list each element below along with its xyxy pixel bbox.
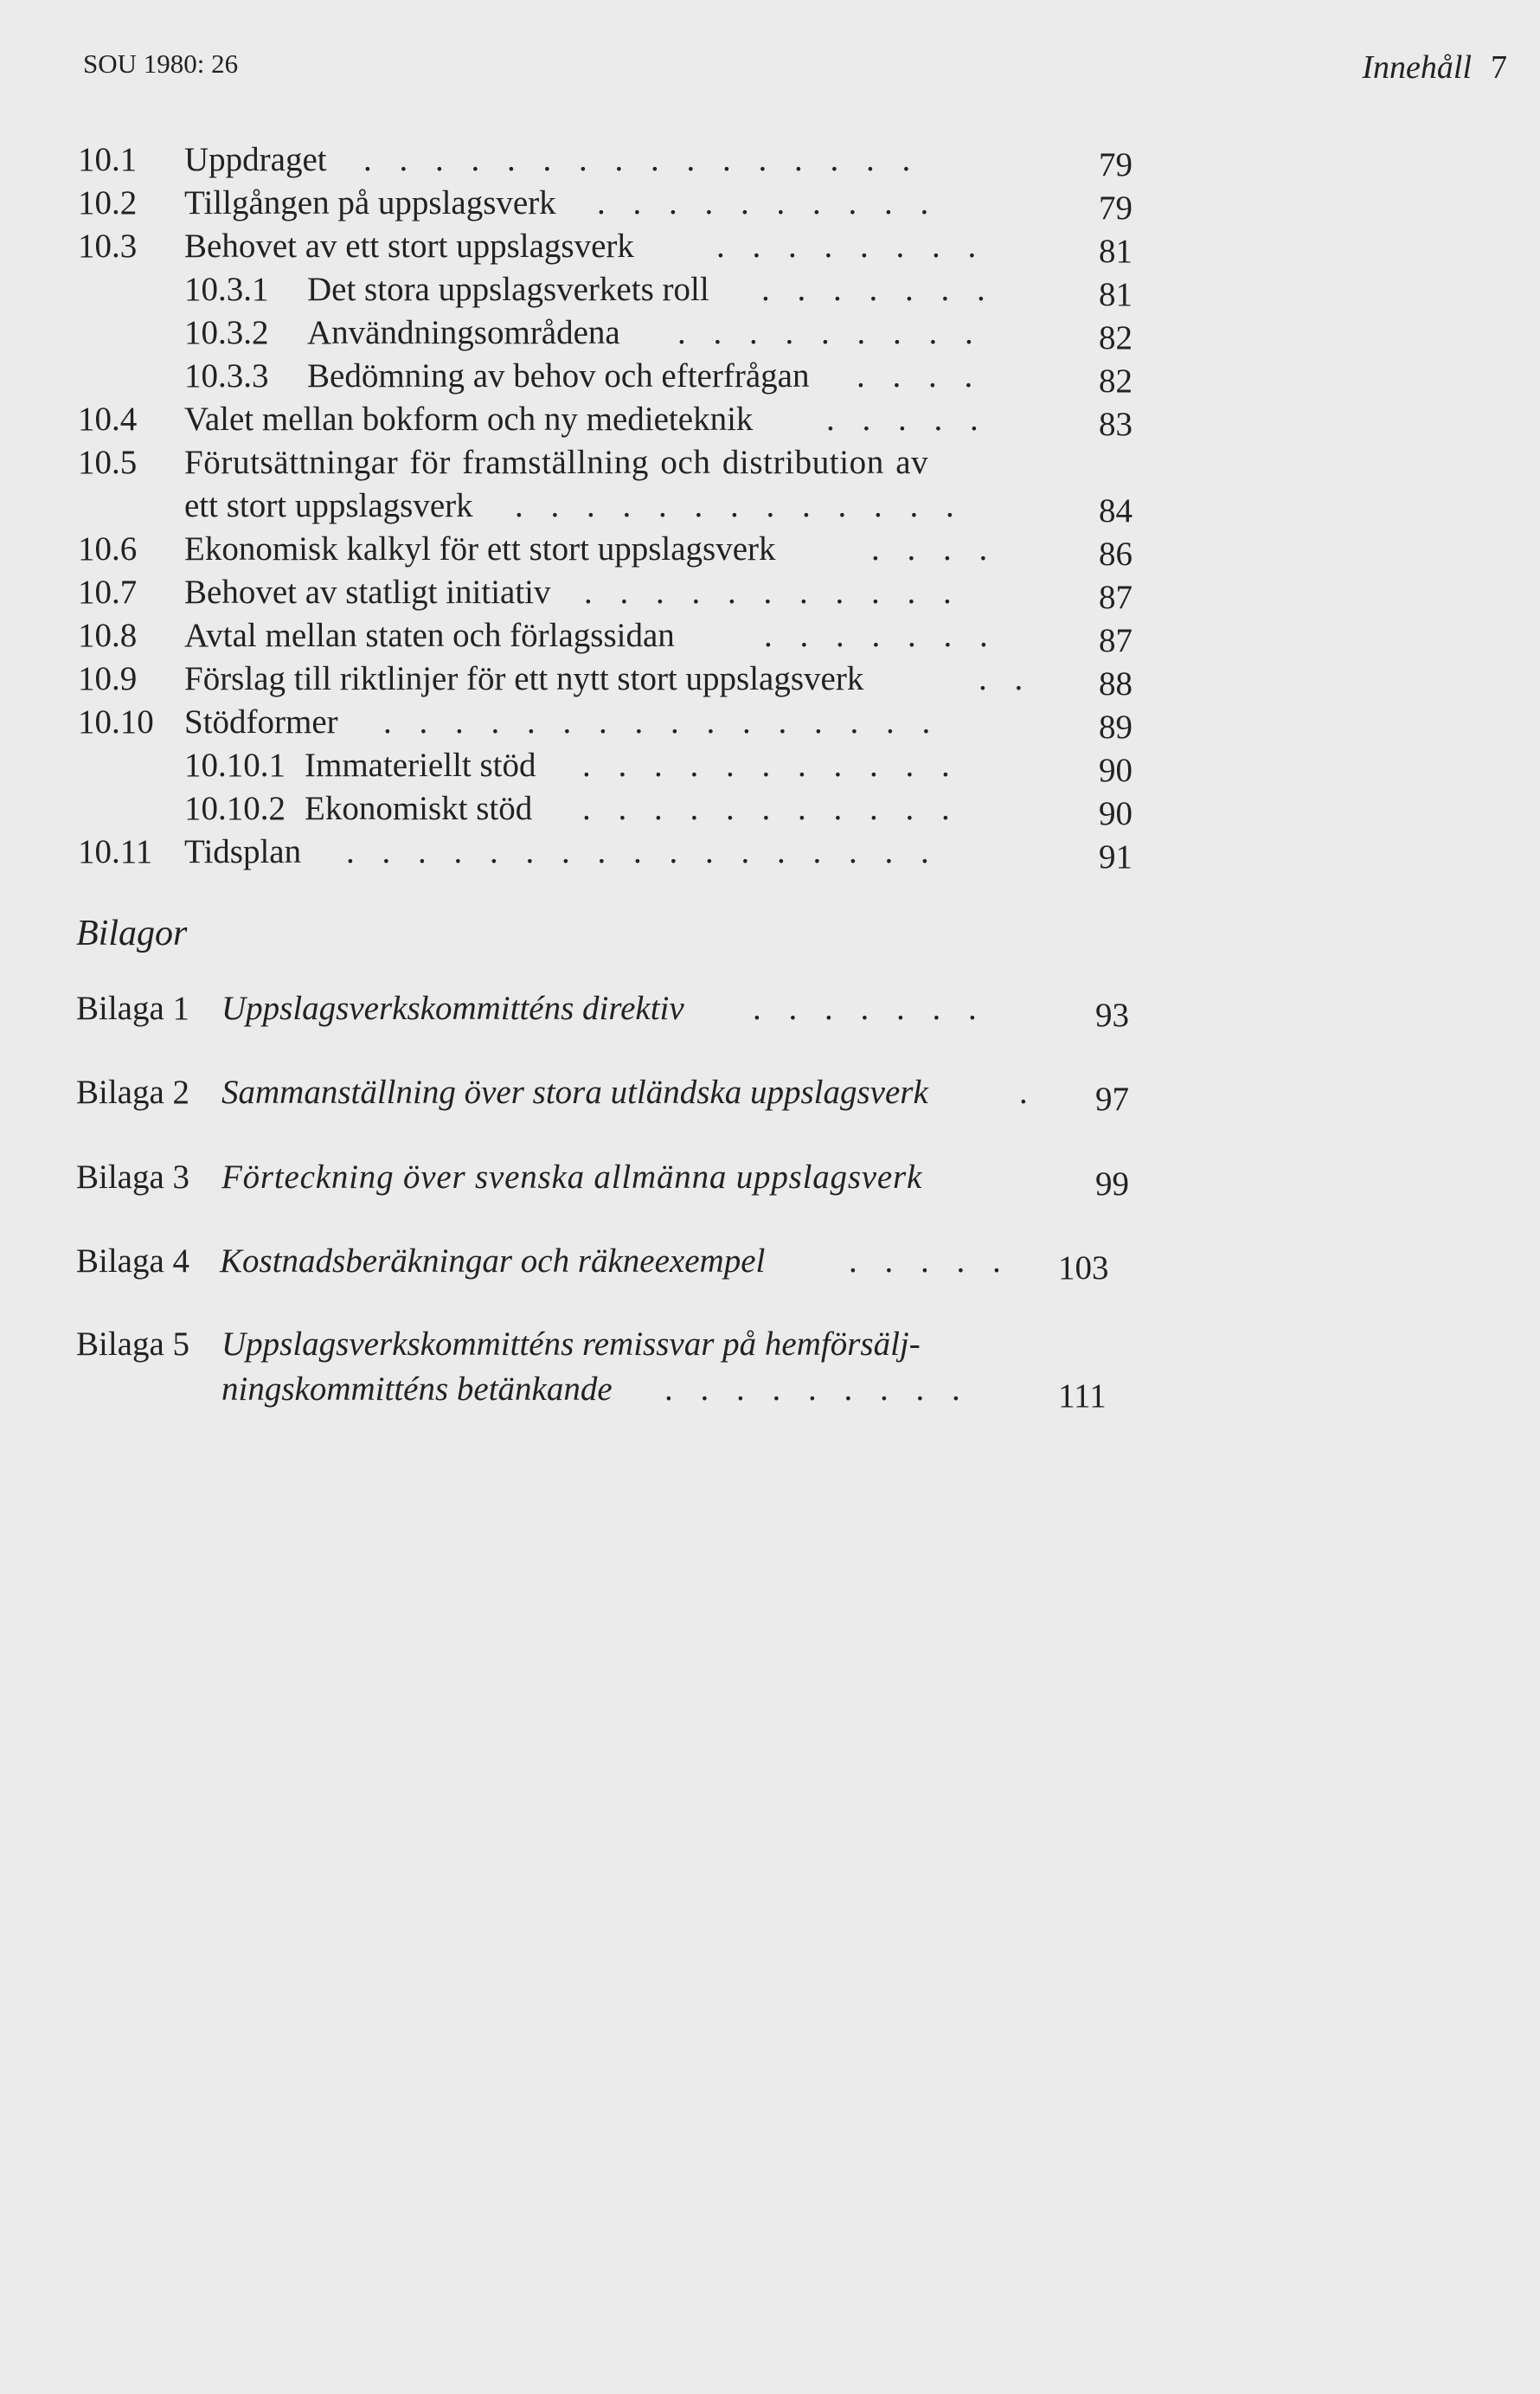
appendix-page: 103 xyxy=(1058,1249,1109,1287)
toc-entry-number: 10.9 xyxy=(78,660,138,697)
toc-entry-page: 90 xyxy=(1099,795,1133,832)
toc-entry-title: Det stora uppslagsverkets roll xyxy=(307,271,709,308)
appendix-label: Bilaga 2 xyxy=(76,1074,190,1111)
toc-entry-page: 88 xyxy=(1099,665,1133,703)
appendix-leader: . . . . . xyxy=(849,1242,1011,1280)
toc-entry-number: 10.6 xyxy=(78,530,138,568)
appendix-title: Sammanställning över stora utländska uppslagsverk xyxy=(221,1074,928,1111)
toc-entry-title: Ekonomiskt stöd xyxy=(305,790,533,827)
toc-entry-number: 10.10.2 xyxy=(184,790,286,827)
toc-entry-number: 10.3.1 xyxy=(184,271,269,308)
toc-entry-title-continued: ett stort uppslagsverk xyxy=(184,487,473,524)
appendix-title: Kostnadsberäkningar och räkneexempel xyxy=(220,1242,766,1280)
toc-entry-title: Avtal mellan staten och förlagssidan xyxy=(184,617,675,654)
toc-entry-page: 90 xyxy=(1099,752,1133,789)
toc-entry xyxy=(78,744,1151,787)
toc-entry xyxy=(78,138,1151,182)
toc-entry-leader: . . . . . . . xyxy=(761,271,995,308)
toc-entry-page: 79 xyxy=(1099,146,1133,183)
toc-entry-number: 10.4 xyxy=(78,401,138,438)
toc-entry-leader: . . . . . . . . . . . . . . . . . xyxy=(346,833,939,870)
toc-entry-leader: . . . . . . . . . . . . . xyxy=(515,487,964,524)
toc-entry xyxy=(78,441,1151,485)
toc-entry-number: 10.11 xyxy=(78,833,153,870)
appendix-label: Bilaga 4 xyxy=(76,1242,190,1280)
toc-entry-title: Stödformer xyxy=(184,703,338,741)
toc-entry-leader: . . . . . . . . . . xyxy=(597,184,939,221)
toc-entry-page: 81 xyxy=(1099,233,1133,270)
toc-entry xyxy=(78,182,1151,225)
appendix-page: 97 xyxy=(1095,1081,1129,1118)
toc-entry xyxy=(78,571,1151,614)
toc-entry-leader: . . . . xyxy=(871,530,998,568)
toc-entry-page: 87 xyxy=(1099,579,1133,616)
toc-entry-title: Förslag till riktlinjer för ett nytt stort uppslagsverk xyxy=(184,660,864,697)
toc-entry-number: 10.5 xyxy=(78,444,138,481)
toc-entry-number: 10.10.1 xyxy=(184,747,286,784)
toc-entry-page: 79 xyxy=(1099,189,1133,227)
toc-entry-leader: . . . . . . . . xyxy=(716,228,986,265)
toc-entry-page: 83 xyxy=(1099,406,1133,443)
appendix-title: Förteckning över svenska allmänna uppslagsverk xyxy=(221,1158,923,1196)
toc-entry xyxy=(78,701,1151,744)
toc-entry-leader: . . . . . . . . . . . xyxy=(582,747,959,784)
page-number: 7 xyxy=(1491,49,1507,86)
appendix-label: Bilaga 1 xyxy=(76,990,190,1027)
toc-entry-title: Användningsområdena xyxy=(307,314,620,351)
appendix-title-continued: ningskommitténs betänkande xyxy=(221,1370,613,1408)
toc-entry-title: Tillgången på uppslagsverk xyxy=(184,184,556,221)
toc-entry-title: Immateriellt stöd xyxy=(305,747,536,784)
toc-entry-title: Bedömning av behov och efterfrågan xyxy=(307,357,810,395)
toc-entry-number: 10.8 xyxy=(78,617,138,654)
toc-entry-leader: . . . . . . . . . . . xyxy=(584,574,961,611)
appendix-heading: Bilagor xyxy=(76,914,188,953)
toc-entry xyxy=(78,658,1151,701)
toc-entry-number: 10.3.2 xyxy=(184,314,269,351)
section-title: Innehåll xyxy=(1362,49,1472,86)
appendix-leader: . xyxy=(1019,1074,1037,1111)
appendix-page: 99 xyxy=(1095,1165,1129,1203)
toc-entry-page: 84 xyxy=(1099,492,1133,530)
appendix-leader: . . . . . . . xyxy=(753,990,986,1027)
toc-entry-leader: . . . . . xyxy=(826,401,988,438)
toc-entry xyxy=(78,225,1151,268)
toc-entry-leader: . . xyxy=(979,660,1033,697)
toc-entry xyxy=(78,831,1151,874)
toc-entry-title: Ekonomisk kalkyl för ett stort uppslagsverk xyxy=(184,530,776,568)
toc-entry-leader: . . . . . . . xyxy=(764,617,998,654)
appendix-page: 111 xyxy=(1058,1377,1107,1415)
toc-entry-page: 86 xyxy=(1099,536,1133,573)
toc-entry-number: 10.10 xyxy=(78,703,154,741)
toc-entry-page: 91 xyxy=(1099,838,1133,876)
toc-entry-number: 10.1 xyxy=(78,141,138,178)
running-header-series: SOU 1980: 26 xyxy=(83,48,239,79)
toc-entry xyxy=(78,528,1151,571)
appendix-title: Uppslagsverkskommitténs direktiv xyxy=(221,990,684,1027)
toc-entry-number: 10.3 xyxy=(78,228,138,265)
toc-entry-leader: . . . . xyxy=(857,357,983,395)
toc-entry xyxy=(78,311,1151,355)
toc-entry-number: 10.2 xyxy=(78,184,138,221)
toc-entry-number: 10.7 xyxy=(78,574,138,611)
toc-entry-title: Tidsplan xyxy=(184,833,302,870)
toc-entry-page: 81 xyxy=(1099,276,1133,313)
appendix-title: Uppslagsverkskommitténs remissvar på hemförsälj- xyxy=(221,1325,921,1363)
toc-entry xyxy=(78,398,1151,441)
toc-entry-title: Uppdraget xyxy=(184,141,327,178)
appendix-page: 93 xyxy=(1095,997,1129,1034)
toc-entry-title: Valet mellan bokform och ny medieteknik xyxy=(184,401,754,438)
toc-entry-continued xyxy=(78,485,1151,528)
toc-entry-leader: . . . . . . . . . . . . . . . . xyxy=(363,141,921,178)
toc-entry xyxy=(78,268,1151,311)
appendix-leader: . . . . . . . . . xyxy=(664,1370,970,1408)
toc-entry-leader: . . . . . . . . . . . . . . . . xyxy=(383,703,940,741)
toc-entry xyxy=(78,355,1151,398)
toc-entry-title: Behovet av statligt initiativ xyxy=(184,574,551,611)
toc-entry-title: Behovet av ett stort uppslagsverk xyxy=(184,228,634,265)
toc-entry-leader: . . . . . . . . . . . xyxy=(582,790,959,827)
toc-entry-page: 87 xyxy=(1099,622,1133,659)
toc-entry-leader: . . . . . . . . . xyxy=(677,314,983,351)
toc-entry-page: 89 xyxy=(1099,709,1133,746)
toc-entry xyxy=(78,787,1151,831)
toc-entry-number: 10.3.3 xyxy=(184,357,269,395)
appendix-label: Bilaga 5 xyxy=(76,1325,190,1363)
toc-entry-page: 82 xyxy=(1099,363,1133,400)
appendix-label: Bilaga 3 xyxy=(76,1158,190,1196)
toc-entry-title: Förutsättningar för framställning och distribution av xyxy=(184,444,929,481)
running-header-section xyxy=(1362,48,1507,87)
toc-entry-page: 82 xyxy=(1099,319,1133,356)
toc-entry xyxy=(78,614,1151,658)
